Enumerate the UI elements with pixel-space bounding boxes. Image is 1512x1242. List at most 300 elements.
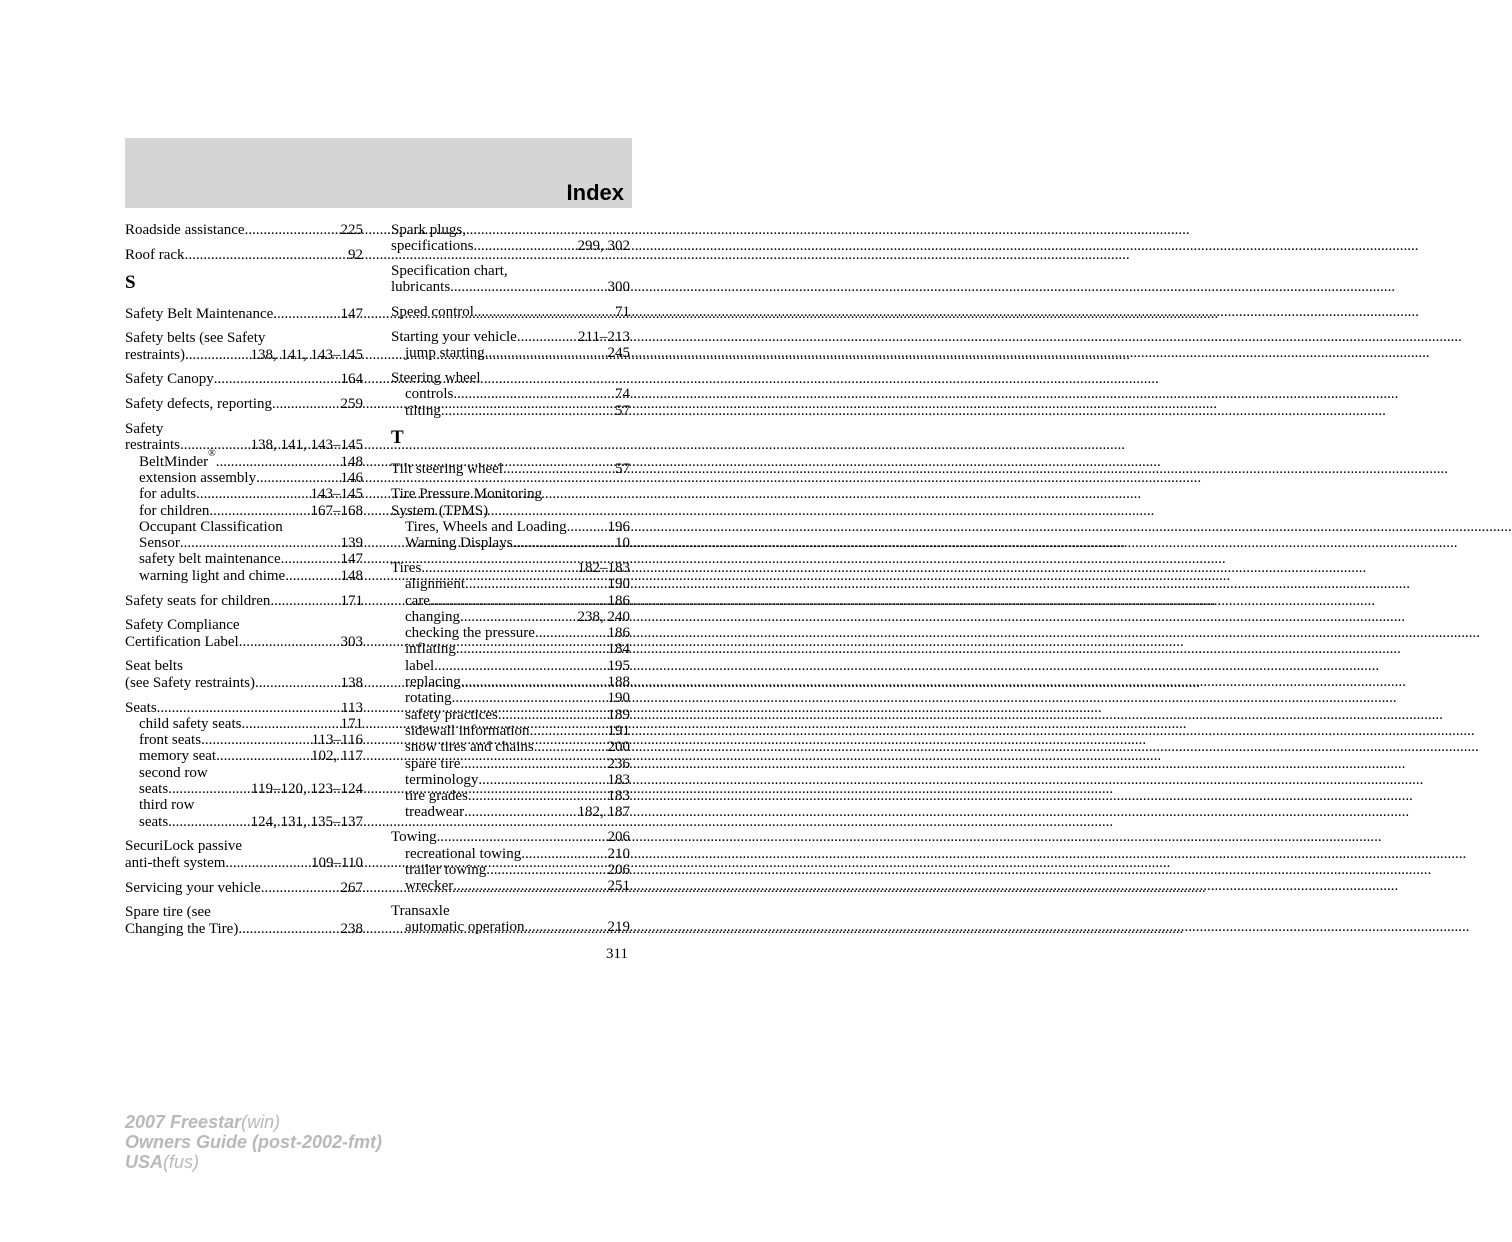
- page-ref: 57: [615, 461, 630, 478]
- page-ref: 188: [607, 674, 630, 691]
- index-line: [391, 788, 630, 804]
- entry-text: Certification Label: [125, 633, 239, 650]
- dot-leader: [534, 739, 608, 755]
- header-band: [125, 138, 632, 208]
- entry-text: extension assembly: [139, 469, 257, 486]
- index-line: [391, 625, 630, 641]
- page-ref: 148: [340, 453, 363, 470]
- dot-leader: [517, 329, 578, 345]
- index-entry: [391, 461, 630, 477]
- entry-text: snow tires and chains: [405, 739, 534, 756]
- sub-entries: [125, 447, 363, 584]
- index-line: [125, 814, 363, 830]
- index-entry: [125, 700, 363, 830]
- sub-entries: [391, 386, 630, 419]
- dot-leader: [567, 519, 608, 535]
- page-ref: 195: [607, 657, 630, 674]
- dot-leader: [456, 641, 608, 657]
- entry-text: alignment: [405, 576, 465, 593]
- dot-leader: [245, 222, 341, 238]
- index-entry: [125, 593, 363, 609]
- entry-text: seats: [139, 781, 169, 798]
- index-line: [125, 470, 363, 486]
- index-line: [125, 732, 363, 748]
- index-line: [125, 781, 363, 797]
- entry-text: SecuriLock passive: [125, 838, 243, 855]
- dot-leader: [461, 674, 608, 690]
- dot-leader: [185, 247, 348, 263]
- dot-leader: [464, 804, 577, 820]
- entry-text: third row: [139, 797, 195, 814]
- entry-text: Specification chart,: [391, 263, 508, 280]
- entry-text: Transaxle: [391, 902, 450, 919]
- page-ref: 196: [607, 518, 630, 535]
- dot-leader: [434, 658, 607, 674]
- index-line: [391, 519, 630, 535]
- dot-leader: [196, 486, 310, 502]
- index-line: [125, 535, 363, 551]
- entry-text: (see Safety restraints): [125, 674, 255, 691]
- index-line: [125, 330, 363, 346]
- entry-text: second row: [139, 764, 208, 781]
- page-ref: 113: [341, 699, 363, 716]
- footer: [125, 1112, 382, 1172]
- entry-text: Safety defects, reporting: [125, 396, 273, 413]
- entry-text: Servicing your vehicle: [125, 879, 261, 896]
- index-line: [391, 903, 630, 919]
- entry-text: Spare tire (see: [125, 904, 211, 921]
- index-entry: [125, 880, 363, 896]
- dot-leader: [498, 707, 608, 723]
- entry-text: checking the pressure: [405, 625, 535, 642]
- dot-leader: [241, 716, 340, 732]
- index-line: [391, 690, 630, 706]
- entry-text: for adults: [139, 486, 197, 503]
- page-ref: 184: [607, 641, 630, 658]
- index-entry: [125, 421, 363, 584]
- dot-leader: [272, 396, 340, 412]
- dot-leader: [525, 919, 608, 935]
- index-line: [125, 700, 363, 716]
- page-ref: 186: [607, 625, 630, 642]
- section-letter: S: [125, 271, 136, 293]
- index-entry: [125, 306, 363, 322]
- dot-leader: [503, 461, 615, 477]
- index-line: [391, 641, 630, 657]
- entry-text: child safety seats: [139, 715, 242, 732]
- index-line: [125, 306, 363, 322]
- entry-text: restraints): [125, 346, 185, 363]
- page-ref: 147: [340, 305, 363, 322]
- index-line: [125, 748, 363, 764]
- dot-leader: [239, 634, 341, 650]
- index-line: [125, 617, 363, 633]
- dot-leader: [216, 748, 311, 764]
- index-line: [125, 838, 363, 854]
- index-line: [125, 716, 363, 732]
- index-entry: [125, 658, 363, 691]
- index-line: [125, 855, 363, 871]
- sub-entries: [391, 519, 630, 552]
- page-ref: 183: [607, 788, 630, 805]
- index-line: [125, 486, 363, 502]
- index-line: [125, 675, 363, 691]
- dot-leader: [485, 345, 608, 361]
- dot-leader: [281, 551, 341, 567]
- dot-leader: [530, 723, 608, 739]
- index-line: [125, 396, 363, 412]
- index-line: [125, 222, 363, 238]
- page-ref: 138, 141, 143–145: [250, 437, 363, 454]
- sub-entries: [391, 576, 630, 820]
- entry-text: Tires: [391, 559, 422, 576]
- entry-text: lubricants: [391, 279, 451, 296]
- index-line: [391, 560, 630, 576]
- index-line: [391, 674, 630, 690]
- index-entry: [125, 222, 363, 238]
- page-ref: 109–110: [311, 854, 363, 871]
- dot-leader: [270, 593, 340, 609]
- page-ref: 164: [340, 371, 363, 388]
- page-ref: 225: [340, 222, 363, 238]
- dot-leader: [465, 576, 608, 592]
- index-line: [125, 371, 363, 387]
- dot-leader: [474, 304, 615, 320]
- index-line: [125, 347, 363, 363]
- entry-text: Safety: [125, 421, 164, 438]
- dot-leader: [421, 560, 577, 576]
- page-ref: 92: [348, 246, 363, 263]
- entry-text: Safety belts (see Safety: [125, 330, 266, 347]
- dot-leader: [255, 675, 341, 691]
- page-ref: 139: [340, 535, 363, 552]
- entry-text: Roadside assistance: [125, 222, 245, 238]
- entry-text: safety practices: [405, 706, 498, 723]
- page-ref: 171: [340, 592, 363, 609]
- dot-leader: [513, 535, 615, 551]
- index-line: [391, 658, 630, 674]
- page-ref: 182, 187: [577, 804, 630, 821]
- footer-line-3: USA(fus): [125, 1152, 200, 1172]
- page-ref: 189: [607, 706, 630, 723]
- index-line: [125, 447, 363, 470]
- index-line: [391, 739, 630, 755]
- entry-text: Seats: [125, 699, 157, 716]
- dot-leader: [201, 732, 312, 748]
- entry-text: Safety Belt Maintenance: [125, 305, 274, 322]
- index-entry: [391, 263, 630, 296]
- sub-entries: [125, 716, 363, 830]
- dot-leader: [535, 625, 608, 641]
- index-line: [391, 919, 630, 935]
- footer-line-1: 2007 Freestar(win): [125, 1112, 281, 1132]
- page-ref: 259: [340, 396, 363, 413]
- index-entry: [391, 329, 630, 362]
- page-ref: 191: [607, 722, 630, 739]
- page-ref: 211–213: [578, 328, 630, 345]
- index-column-left: [125, 222, 365, 945]
- page-ref: 10: [615, 535, 630, 552]
- dot-leader: [473, 238, 577, 254]
- dot-leader: [261, 880, 341, 896]
- entry-text: recreational towing: [405, 845, 522, 862]
- dot-leader: [273, 306, 340, 322]
- index-line: [125, 634, 363, 650]
- entry-text: BeltMinder: [139, 453, 209, 470]
- entry-text: Roof rack: [125, 246, 185, 263]
- entry-text: trailer towing: [405, 861, 487, 878]
- sub-entries: [391, 846, 630, 895]
- page-ref: 251: [607, 878, 630, 895]
- entry-text: controls: [405, 386, 454, 403]
- page-ref: 236: [607, 755, 630, 772]
- index-line: [391, 329, 630, 345]
- entry-text: safety belt maintenance: [139, 551, 281, 568]
- index-entry: [391, 829, 630, 894]
- index-line: [125, 593, 363, 609]
- page-number: 311: [606, 946, 628, 962]
- entry-text: inflating: [405, 641, 456, 658]
- dot-leader: [216, 454, 341, 470]
- index-line: [391, 878, 630, 894]
- dot-leader: [238, 921, 340, 937]
- page-ref: 171: [340, 715, 363, 732]
- entry-text: Seat belts: [125, 658, 183, 675]
- page-ref: 267: [340, 879, 363, 896]
- entry-text: Sensor: [139, 535, 180, 552]
- sub-entries: [391, 919, 630, 935]
- dot-leader: [168, 781, 251, 797]
- section-title: Index: [566, 180, 624, 205]
- index-line: [391, 609, 630, 625]
- page-ref: 303: [340, 633, 363, 650]
- dot-leader: [285, 568, 340, 584]
- entry-text: memory seat: [139, 748, 217, 765]
- index-line: [125, 421, 363, 437]
- index-line: [125, 921, 363, 937]
- index-entry: [391, 903, 630, 936]
- dot-leader: [453, 386, 615, 402]
- page-ref: 206: [607, 861, 630, 878]
- index-line: [391, 370, 630, 386]
- page-ref: 143–145: [310, 486, 363, 503]
- entry-text: specifications: [391, 238, 474, 255]
- index-line: [125, 880, 363, 896]
- entry-text: sidewall information: [405, 722, 530, 739]
- page-ref: 190: [607, 576, 630, 593]
- dot-leader: [486, 862, 607, 878]
- index-line: [125, 904, 363, 920]
- index-line: [391, 304, 630, 320]
- entry-text: for children: [139, 502, 210, 519]
- entry-text: Steering wheel: [391, 370, 481, 387]
- dot-leader: [521, 846, 607, 862]
- index-entry: [125, 904, 363, 937]
- index-line: [391, 403, 630, 419]
- entry-text: care: [405, 592, 430, 609]
- page-ref: 299, 302: [577, 238, 630, 255]
- dot-leader: [478, 772, 607, 788]
- index-line: [391, 461, 630, 477]
- index-line: [125, 658, 363, 674]
- dot-leader: [437, 829, 608, 845]
- page-ref: 146: [340, 469, 363, 486]
- page-ref: 245: [607, 345, 630, 362]
- index-line: [391, 279, 630, 295]
- page-ref: 182–183: [577, 559, 630, 576]
- page-ref: 238, 240: [577, 608, 630, 625]
- dot-leader: [441, 403, 615, 419]
- page-ref: 74: [615, 386, 630, 403]
- entry-text: rotating: [405, 690, 452, 707]
- page-ref: 138: [340, 674, 363, 691]
- entry-text: tire grades: [405, 788, 468, 805]
- page-ref: 148: [340, 567, 363, 584]
- dot-leader: [453, 878, 607, 894]
- entry-text: spare tire: [405, 755, 461, 772]
- index-line: [391, 576, 630, 592]
- entry-text: Safety Canopy: [125, 371, 214, 388]
- entry-text: Starting your vehicle: [391, 328, 517, 345]
- section-letter: T: [391, 427, 404, 449]
- index-entry: [125, 371, 363, 387]
- index-line: [391, 238, 630, 254]
- page-ref: 71: [615, 304, 630, 321]
- dot-leader: [180, 535, 341, 551]
- entry-text: Tires, Wheels and Loading: [405, 518, 567, 535]
- index-line: [391, 846, 630, 862]
- page-ref: 238: [340, 920, 363, 937]
- entry-text: Warning Displays: [405, 535, 513, 552]
- index-line: [391, 829, 630, 845]
- index-entry: [391, 560, 630, 821]
- entry-text: Speed control: [391, 304, 474, 321]
- entry-text: terminology: [405, 771, 479, 788]
- index-line: [125, 503, 363, 519]
- dot-leader: [468, 788, 608, 804]
- entry-text: jump starting: [405, 345, 485, 362]
- page-ref: 147: [340, 551, 363, 568]
- page-ref: 300: [607, 279, 630, 296]
- entry-text: tilting: [405, 402, 441, 419]
- index-entry: [391, 370, 630, 419]
- dot-leader: [256, 470, 340, 486]
- index-line: [391, 222, 630, 238]
- entry-text: anti-theft system: [125, 854, 226, 871]
- dot-leader: [185, 347, 251, 363]
- index-line: [391, 263, 630, 279]
- page-ref: 210: [607, 845, 630, 862]
- page-ref: 186: [607, 592, 630, 609]
- page-ref: 219: [607, 919, 630, 936]
- entry-text: Spark plugs,: [391, 222, 466, 238]
- dot-leader: [452, 690, 608, 706]
- entry-text: automatic operation: [405, 919, 525, 936]
- page-ref: 190: [607, 690, 630, 707]
- entry-text: seats: [139, 813, 169, 830]
- footer-line-2: Owners Guide (post-2002-fmt): [125, 1132, 383, 1152]
- index-line: [391, 804, 630, 820]
- dot-leader: [168, 814, 250, 830]
- index-line: [391, 345, 630, 361]
- entry-text: restraints: [125, 437, 180, 454]
- index-line: [125, 551, 363, 567]
- entry-text: Changing the Tire): [125, 920, 239, 937]
- index-line: [391, 723, 630, 739]
- dot-leader: [460, 609, 578, 625]
- entry-text: warning light and chime: [139, 567, 286, 584]
- index-entry: [125, 247, 363, 263]
- entry-text: System (TPMS): [391, 502, 489, 519]
- entry-text: replacing: [405, 674, 461, 691]
- index-line: [125, 797, 363, 813]
- index-entry: [391, 486, 630, 551]
- dot-leader: [460, 756, 607, 772]
- page-ref: 183: [607, 771, 630, 788]
- page-ref: 200: [607, 739, 630, 756]
- index-line: [391, 486, 630, 502]
- index-line: [391, 593, 630, 609]
- index-line: [391, 707, 630, 723]
- entry-text: Occupant Classification: [139, 518, 283, 535]
- page-ref: 167–168: [310, 502, 363, 519]
- index-column-right: [391, 222, 632, 944]
- index-line: [391, 535, 630, 551]
- index-line: [125, 568, 363, 584]
- entry-text: treadwear: [405, 804, 465, 821]
- entry-text: Safety Compliance: [125, 617, 240, 634]
- index-line: [391, 862, 630, 878]
- page-ref: 119–120, 123–124: [251, 781, 363, 798]
- entry-text: wrecker: [405, 878, 454, 895]
- index-line: [391, 756, 630, 772]
- dot-leader: [209, 503, 310, 519]
- index-line: [391, 503, 630, 519]
- index-entry: [125, 838, 363, 871]
- sub-entries: [391, 345, 630, 361]
- page-ref: 113–116: [311, 732, 363, 749]
- index-entry: [391, 304, 630, 320]
- entry-text: Tire Pressure Monitoring: [391, 486, 543, 503]
- entry-text: label: [405, 657, 435, 674]
- entry-text: front seats: [139, 732, 202, 749]
- index-line: [391, 772, 630, 788]
- entry-text: Safety seats for children: [125, 592, 271, 609]
- index-line: [125, 519, 363, 535]
- dot-leader: [450, 279, 607, 295]
- entry-text: Towing: [391, 829, 437, 846]
- entry-text: Tilt steering wheel: [391, 461, 503, 478]
- index-line: [125, 247, 363, 263]
- registered-mark: ®: [208, 447, 216, 459]
- page-ref: 138, 141, 143–145: [250, 346, 363, 363]
- index-line: [125, 765, 363, 781]
- index-line: [391, 386, 630, 402]
- dot-leader: [157, 700, 341, 716]
- dot-leader: [214, 371, 341, 387]
- page-ref: 124, 131, 135–137: [250, 813, 363, 830]
- page-ref: 206: [607, 829, 630, 846]
- dot-leader: [225, 855, 311, 871]
- index-entry: [125, 330, 363, 363]
- page-ref: 102, 117: [311, 748, 363, 765]
- dot-leader: [430, 593, 608, 609]
- index-entry: [125, 396, 363, 412]
- index-entry: [391, 222, 630, 255]
- entry-text: changing: [405, 608, 460, 625]
- index-entry: [125, 617, 363, 650]
- index-line: [125, 437, 363, 453]
